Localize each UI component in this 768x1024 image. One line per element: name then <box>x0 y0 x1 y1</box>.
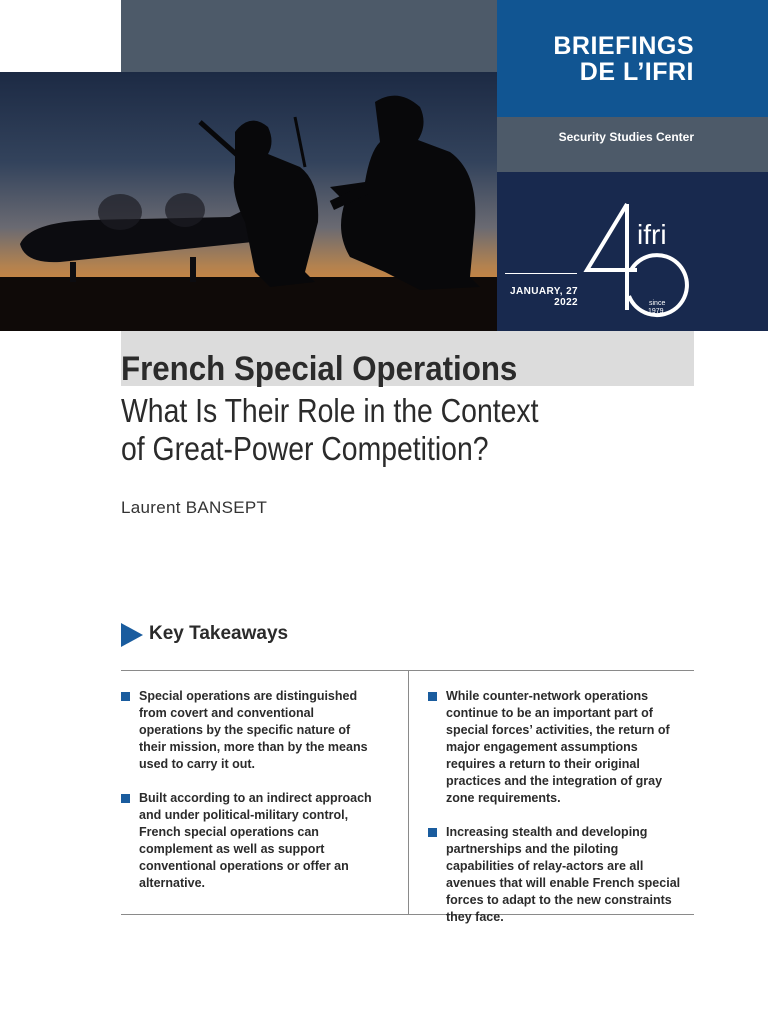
page-title: French Special Operations <box>121 350 518 388</box>
takeaway-text: Increasing stealth and developing partnerships and the piloting capabilities of relay-actors are all avenues that will enable French special forces to adapt to the new constraints they face. <box>446 825 681 924</box>
play-arrow-icon <box>121 623 143 647</box>
takeaways-heading: Key Takeaways <box>149 623 289 644</box>
brand-title-line-2: DE L’IFRI <box>579 58 694 86</box>
subtitle-line-2: of Great-Power Competition? <box>121 430 489 467</box>
brand-title-line-1: BRIEFINGS <box>553 32 694 60</box>
date-block <box>497 172 768 331</box>
date-line-1: JANUARY, 27 <box>510 286 578 297</box>
logo-year: 1979 <box>648 308 664 315</box>
center-block <box>497 117 768 172</box>
center-name: Security Studies Center <box>558 130 694 144</box>
soldiers-silhouette-photo <box>0 72 497 331</box>
list-item <box>428 824 686 926</box>
subtitle-line-1: What Is Their Role in the Context <box>121 392 539 429</box>
logo-text: ifri <box>637 219 667 250</box>
date-rule <box>505 273 577 274</box>
takeaway-text: While counter-network operations continue to be an important part of special forces’ activities, the return of major engagement assumptions requires a return to their original practices and the integration of gray zone requirements. <box>446 689 670 805</box>
list-item <box>121 790 379 892</box>
header-gray-block <box>121 0 497 72</box>
bullet-square-icon <box>428 828 437 837</box>
cover-photo <box>0 72 497 331</box>
list-item <box>428 688 686 807</box>
bullet-square-icon <box>428 692 437 701</box>
takeaways-right-column <box>428 688 686 943</box>
takeaway-text: Special operations are distinguished from covert and conventional operations by the specific nature of their mission, more than by the means used to carry it out. <box>139 689 368 771</box>
author-name: Laurent BANSEPT <box>121 498 268 517</box>
divider-vertical <box>408 670 409 915</box>
takeaways-left-column <box>121 688 379 909</box>
list-item <box>121 688 379 773</box>
bullet-square-icon <box>121 692 130 701</box>
takeaway-text: Built according to an indirect approach and under political-military control, French special operations can complement as well as support conventional operations or offer an alternative. <box>139 791 372 890</box>
bullet-square-icon <box>121 794 130 803</box>
date-line-2: 2022 <box>554 297 578 308</box>
brand-block <box>497 0 768 117</box>
logo-since: since <box>649 300 666 307</box>
ifri-45-logo-icon <box>579 198 699 318</box>
